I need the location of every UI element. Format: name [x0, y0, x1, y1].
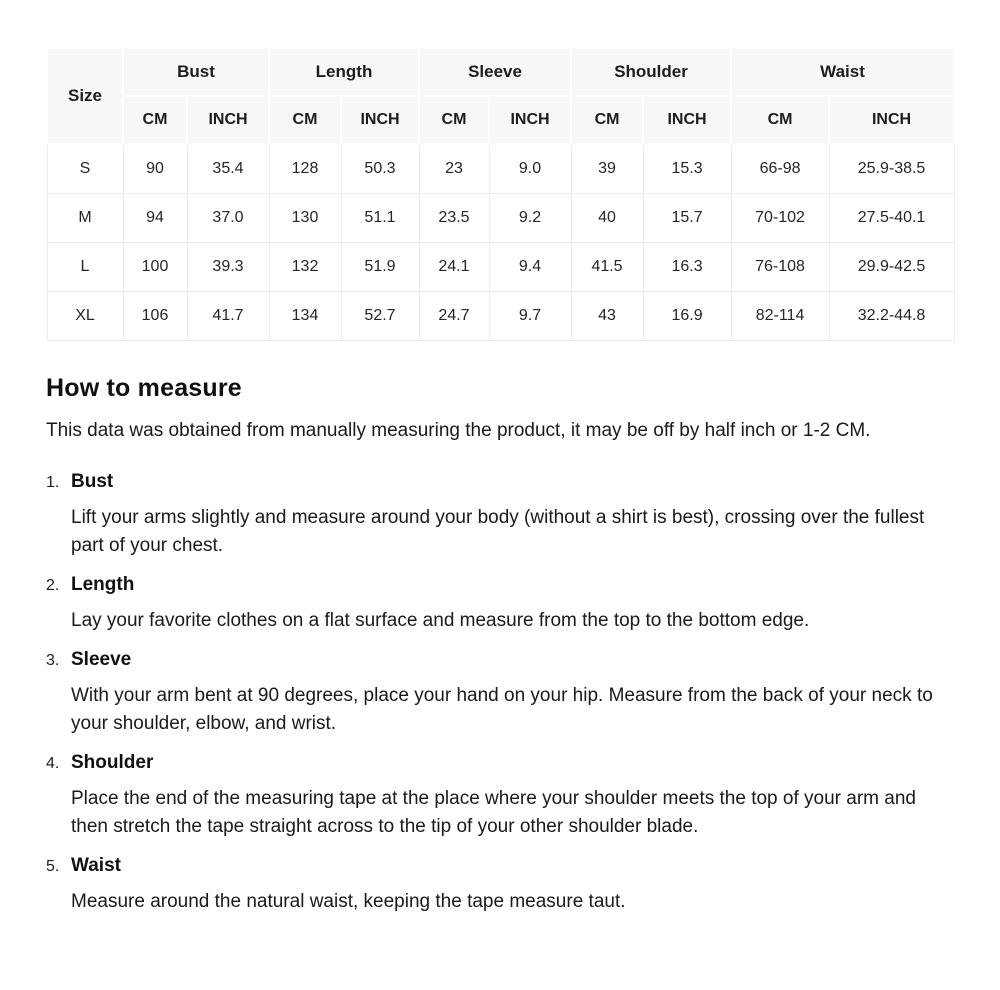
column-header-size: Size [47, 48, 123, 144]
table-cell: 9.0 [489, 144, 571, 193]
table-cell: 15.7 [643, 193, 731, 242]
table-cell: 90 [123, 144, 187, 193]
step-description: Lay your favorite clothes on a flat surface and measure from the top to the bottom edge. [71, 609, 810, 631]
table-cell: 9.2 [489, 193, 571, 242]
table-cell: 76-108 [731, 242, 829, 291]
step-number: 2. [46, 576, 60, 594]
step-title: Length [71, 573, 135, 595]
column-group-waist: Waist [731, 48, 954, 96]
unit-header-sleeve-inch: INCH [489, 96, 571, 144]
step-description: Lift your arms slightly and measure around your body (without a shirt is best), crossing over the fullest part of your chest. [71, 506, 925, 556]
column-group-length: Length [269, 48, 419, 96]
table-cell: 23.5 [419, 193, 489, 242]
size-chart-table [46, 47, 955, 341]
table-cell: 43 [571, 291, 643, 340]
size-label: XL [47, 291, 123, 340]
unit-header-bust-cm: CM [123, 96, 187, 144]
measure-step-waist [46, 853, 954, 916]
table-cell: 16.9 [643, 291, 731, 340]
table-cell: 134 [269, 291, 341, 340]
table-cell: 40 [571, 193, 643, 242]
table-cell: 24.1 [419, 242, 489, 291]
measure-step-length [46, 572, 954, 635]
measure-steps-list [46, 469, 954, 916]
column-group-shoulder: Shoulder [571, 48, 731, 96]
measure-step-bust [46, 469, 954, 560]
table-cell: 41.7 [187, 291, 269, 340]
table-cell: 23 [419, 144, 489, 193]
step-title: Waist [71, 854, 121, 876]
unit-header-shoulder-inch: INCH [643, 96, 731, 144]
section-title: How to measure [46, 373, 242, 402]
unit-header-shoulder-cm: CM [571, 96, 643, 144]
table-cell: 94 [123, 193, 187, 242]
unit-header-length-cm: CM [269, 96, 341, 144]
table-cell: 37.0 [187, 193, 269, 242]
table-cell: 132 [269, 242, 341, 291]
step-number: 4. [46, 754, 60, 772]
step-number: 3. [46, 651, 60, 669]
table-cell: 29.9-42.5 [829, 242, 954, 291]
step-title: Bust [71, 470, 114, 492]
step-description: With your arm bent at 90 degrees, place your hand on your hip. Measure from the back of your neck to your shoulder, elbow, and wrist. [71, 684, 933, 734]
table-cell: 106 [123, 291, 187, 340]
table-cell: 50.3 [341, 144, 419, 193]
measure-disclaimer: This data was obtained from manually measuring the product, it may be off by half inch or 1-2 CM. [46, 419, 871, 441]
table-cell: 9.7 [489, 291, 571, 340]
step-title: Shoulder [71, 751, 154, 773]
table-row-size-l [47, 242, 954, 291]
table-row-size-xl [47, 291, 954, 340]
step-number: 1. [46, 473, 60, 491]
unit-header-bust-inch: INCH [187, 96, 269, 144]
measure-step-shoulder [46, 750, 954, 841]
unit-header-length-inch: INCH [341, 96, 419, 144]
table-cell: 70-102 [731, 193, 829, 242]
table-cell: 15.3 [643, 144, 731, 193]
table-cell: 66-98 [731, 144, 829, 193]
step-description: Measure around the natural waist, keeping the tape measure taut. [71, 890, 626, 912]
table-row-size-s [47, 144, 954, 193]
step-title: Sleeve [71, 648, 132, 670]
table-cell: 82-114 [731, 291, 829, 340]
unit-header-waist-cm: CM [731, 96, 829, 144]
table-row-size-m [47, 193, 954, 242]
step-number: 5. [46, 857, 60, 875]
table-cell: 51.1 [341, 193, 419, 242]
table-cell: 16.3 [643, 242, 731, 291]
table-cell: 41.5 [571, 242, 643, 291]
table-cell: 100 [123, 242, 187, 291]
how-to-measure-section [46, 374, 954, 916]
size-label: L [47, 242, 123, 291]
table-cell: 24.7 [419, 291, 489, 340]
unit-header-waist-inch: INCH [829, 96, 954, 144]
table-cell: 51.9 [341, 242, 419, 291]
unit-header-sleeve-cm: CM [419, 96, 489, 144]
size-label: M [47, 193, 123, 242]
table-cell: 128 [269, 144, 341, 193]
table-header [47, 48, 954, 144]
step-description: Place the end of the measuring tape at the place where your shoulder meets the top of your arm and then stretch the tape straight across to the tip of your other shoulder blade. [71, 787, 916, 837]
column-group-bust: Bust [123, 48, 269, 96]
table-cell: 35.4 [187, 144, 269, 193]
table-cell: 27.5-40.1 [829, 193, 954, 242]
table-cell: 25.9-38.5 [829, 144, 954, 193]
table-cell: 39.3 [187, 242, 269, 291]
column-group-sleeve: Sleeve [419, 48, 571, 96]
table-cell: 9.4 [489, 242, 571, 291]
measure-step-sleeve [46, 647, 954, 738]
table-cell: 39 [571, 144, 643, 193]
table-cell: 130 [269, 193, 341, 242]
size-label: S [47, 144, 123, 193]
table-cell: 52.7 [341, 291, 419, 340]
table-cell: 32.2-44.8 [829, 291, 954, 340]
